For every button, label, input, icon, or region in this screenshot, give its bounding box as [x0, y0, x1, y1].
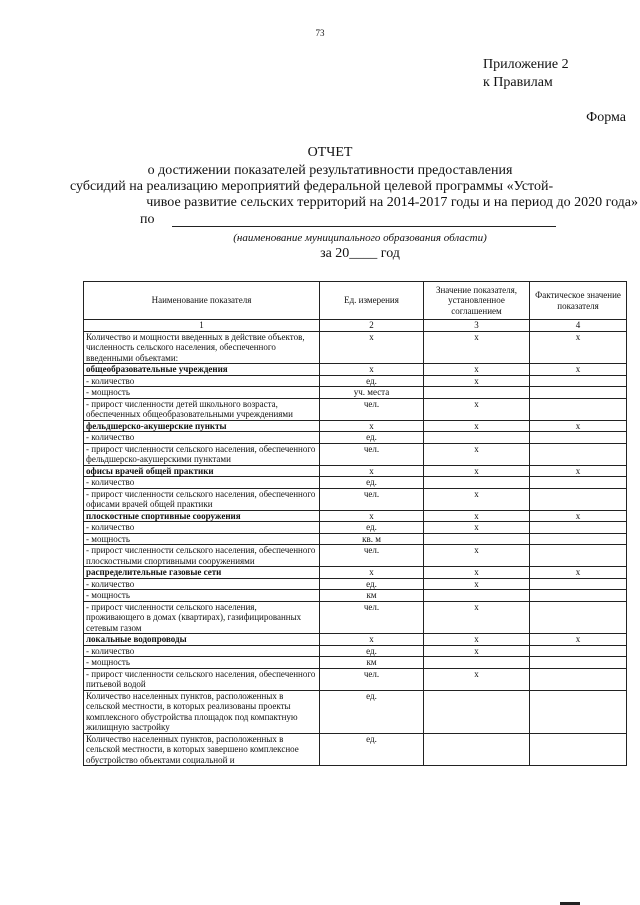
table-row	[84, 668, 627, 690]
row-plan-value	[424, 690, 530, 733]
report-subtitle-3: чивое развитие сельских территорий на 2014-2017 годы и на период до 2020 года»	[146, 195, 638, 210]
row-fact-value	[530, 601, 627, 634]
row-name: - прирост численности детей школьного возраста, обеспеченных общеобразовательными учреждениями	[84, 398, 320, 420]
col-number: 2	[320, 320, 424, 332]
report-subtitle-2: субсидий на реализацию мероприятий федеральной целевой программы «Устой-	[70, 179, 554, 194]
table-row	[84, 522, 627, 534]
row-name: - количество	[84, 477, 320, 489]
table-row	[84, 375, 627, 387]
row-name: Количество и мощности введенных в действие объектов, численность сельского населения, обеспеченного введенными объектами:	[84, 331, 320, 364]
row-name: общеобразовательные учреждения	[84, 364, 320, 376]
municipality-hint: (наименование муниципального образования области)	[233, 232, 487, 244]
row-name: распределительные газовые сети	[84, 567, 320, 579]
row-plan-value	[424, 432, 530, 444]
row-name: - прирост численности сельского населения, обеспеченного фельдшерско-акушерскими пунктами	[84, 443, 320, 465]
header-unit: Ед. измерения	[320, 282, 424, 320]
row-fact-value: х	[530, 634, 627, 646]
row-unit: чел.	[320, 601, 424, 634]
row-name: - мощность	[84, 387, 320, 399]
row-name: - мощность	[84, 590, 320, 602]
row-plan-value	[424, 533, 530, 545]
row-unit: чел.	[320, 443, 424, 465]
row-name: - прирост численности сельского населения, проживающего в домах (квартирах), газифицированных сетевым газом	[84, 601, 320, 634]
row-plan-value: х	[424, 601, 530, 634]
table-row	[84, 634, 627, 646]
row-unit: чел.	[320, 398, 424, 420]
row-fact-value: х	[530, 364, 627, 376]
row-unit: х	[320, 465, 424, 477]
row-fact-value	[530, 645, 627, 657]
table-row	[84, 432, 627, 444]
table-row	[84, 510, 627, 522]
row-fact-value: х	[530, 420, 627, 432]
table-row	[84, 567, 627, 579]
table-row	[84, 601, 627, 634]
row-name: - прирост численности сельского населения, обеспеченного офисами врачей общей практики	[84, 488, 320, 510]
row-fact-value	[530, 657, 627, 669]
row-unit: чел.	[320, 545, 424, 567]
row-plan-value: х	[424, 488, 530, 510]
row-plan-value: х	[424, 331, 530, 364]
row-unit: чел.	[320, 668, 424, 690]
row-fact-value	[530, 387, 627, 399]
row-plan-value: х	[424, 668, 530, 690]
report-subtitle-1: о достижении показателей результативности предоставления	[147, 163, 513, 178]
col-number: 4	[530, 320, 627, 332]
row-fact-value	[530, 375, 627, 387]
table-row	[84, 465, 627, 477]
row-fact-value	[530, 443, 627, 465]
row-fact-value	[530, 477, 627, 489]
row-unit: чел.	[320, 488, 424, 510]
indicators-table	[83, 281, 627, 766]
row-plan-value: х	[424, 578, 530, 590]
table-row	[84, 387, 627, 399]
header-plan: Значение показателя, установленное соглашением	[424, 282, 530, 320]
table-row	[84, 477, 627, 489]
row-unit: ед.	[320, 645, 424, 657]
row-name: - мощность	[84, 533, 320, 545]
row-fact-value	[530, 522, 627, 534]
row-fact-value	[530, 668, 627, 690]
row-plan-value	[424, 733, 530, 766]
row-unit: ед.	[320, 432, 424, 444]
row-name: - прирост численности сельского населения, обеспеченного питьевой водой	[84, 668, 320, 690]
row-unit: х	[320, 567, 424, 579]
row-fact-value	[530, 432, 627, 444]
row-unit: х	[320, 420, 424, 432]
row-plan-value: х	[424, 398, 530, 420]
row-name: Количество населенных пунктов, расположенных в сельской местности, в которых реализованы проекты комплексного обустройства площадок под компактную жилищную застройку	[84, 690, 320, 733]
row-name: - количество	[84, 375, 320, 387]
row-fact-value	[530, 545, 627, 567]
row-unit: ед.	[320, 375, 424, 387]
table-row	[84, 545, 627, 567]
row-unit: уч. места	[320, 387, 424, 399]
row-unit: х	[320, 364, 424, 376]
row-name: - количество	[84, 578, 320, 590]
row-fact-value	[530, 533, 627, 545]
po-label: по	[140, 212, 155, 227]
row-fact-value	[530, 690, 627, 733]
row-name: офисы врачей общей практики	[84, 465, 320, 477]
row-fact-value: х	[530, 331, 627, 364]
row-fact-value: х	[530, 465, 627, 477]
row-plan-value: х	[424, 443, 530, 465]
table-row	[84, 420, 627, 432]
row-plan-value: х	[424, 545, 530, 567]
form-label: Форма	[586, 110, 626, 125]
row-name: - количество	[84, 645, 320, 657]
row-fact-value	[530, 578, 627, 590]
row-plan-value: х	[424, 420, 530, 432]
table-row	[84, 590, 627, 602]
row-unit: км	[320, 657, 424, 669]
row-plan-value: х	[424, 522, 530, 534]
row-name: Количество населенных пунктов, расположенных в сельской местности, в которых завершено комплексное обустройство объектами социальной и	[84, 733, 320, 766]
row-fact-value	[530, 590, 627, 602]
appendix-line-2: к Правилам	[483, 75, 553, 90]
row-fact-value	[530, 398, 627, 420]
table-row	[84, 331, 627, 364]
row-plan-value	[424, 387, 530, 399]
appendix-line-1: Приложение 2	[483, 57, 569, 72]
table-row	[84, 364, 627, 376]
table-row	[84, 690, 627, 733]
row-plan-value	[424, 590, 530, 602]
row-plan-value: х	[424, 634, 530, 646]
row-unit: км	[320, 590, 424, 602]
row-plan-value: х	[424, 375, 530, 387]
row-name: плоскостные спортивные сооружения	[84, 510, 320, 522]
report-title: ОТЧЕТ	[307, 145, 353, 160]
row-plan-value: х	[424, 364, 530, 376]
row-fact-value	[530, 733, 627, 766]
row-name: - прирост численности сельского населения, обеспеченного плоскостными спортивными сооружениями	[84, 545, 320, 567]
row-unit: х	[320, 510, 424, 522]
row-unit: ед.	[320, 690, 424, 733]
header-name: Наименование показателя	[84, 282, 320, 320]
row-unit: ед.	[320, 477, 424, 489]
row-name: - количество	[84, 522, 320, 534]
table-row	[84, 443, 627, 465]
row-name: - мощность	[84, 657, 320, 669]
row-unit: ед.	[320, 578, 424, 590]
municipality-fill-line[interactable]	[172, 226, 556, 227]
row-plan-value: х	[424, 510, 530, 522]
row-fact-value	[530, 488, 627, 510]
row-unit: ед.	[320, 522, 424, 534]
row-plan-value: х	[424, 645, 530, 657]
report-year: за 20____ год	[320, 246, 400, 261]
header-fact: Фактическое значение показателя	[530, 282, 627, 320]
row-plan-value: х	[424, 465, 530, 477]
row-fact-value: х	[530, 510, 627, 522]
row-unit: кв. м	[320, 533, 424, 545]
row-name: фельдшерско-акушерские пункты	[84, 420, 320, 432]
row-plan-value	[424, 657, 530, 669]
row-unit: х	[320, 634, 424, 646]
row-name: локальные водопроводы	[84, 634, 320, 646]
row-name: - количество	[84, 432, 320, 444]
col-number: 3	[424, 320, 530, 332]
table-row	[84, 533, 627, 545]
row-plan-value	[424, 477, 530, 489]
row-fact-value: х	[530, 567, 627, 579]
table-row	[84, 488, 627, 510]
table-row	[84, 398, 627, 420]
row-unit: ед.	[320, 733, 424, 766]
row-plan-value: х	[424, 567, 530, 579]
col-number: 1	[84, 320, 320, 332]
row-unit: х	[320, 331, 424, 364]
table-row	[84, 733, 627, 766]
table-row	[84, 578, 627, 590]
table-row	[84, 657, 627, 669]
table-row	[84, 645, 627, 657]
page-number: 73	[315, 28, 325, 38]
